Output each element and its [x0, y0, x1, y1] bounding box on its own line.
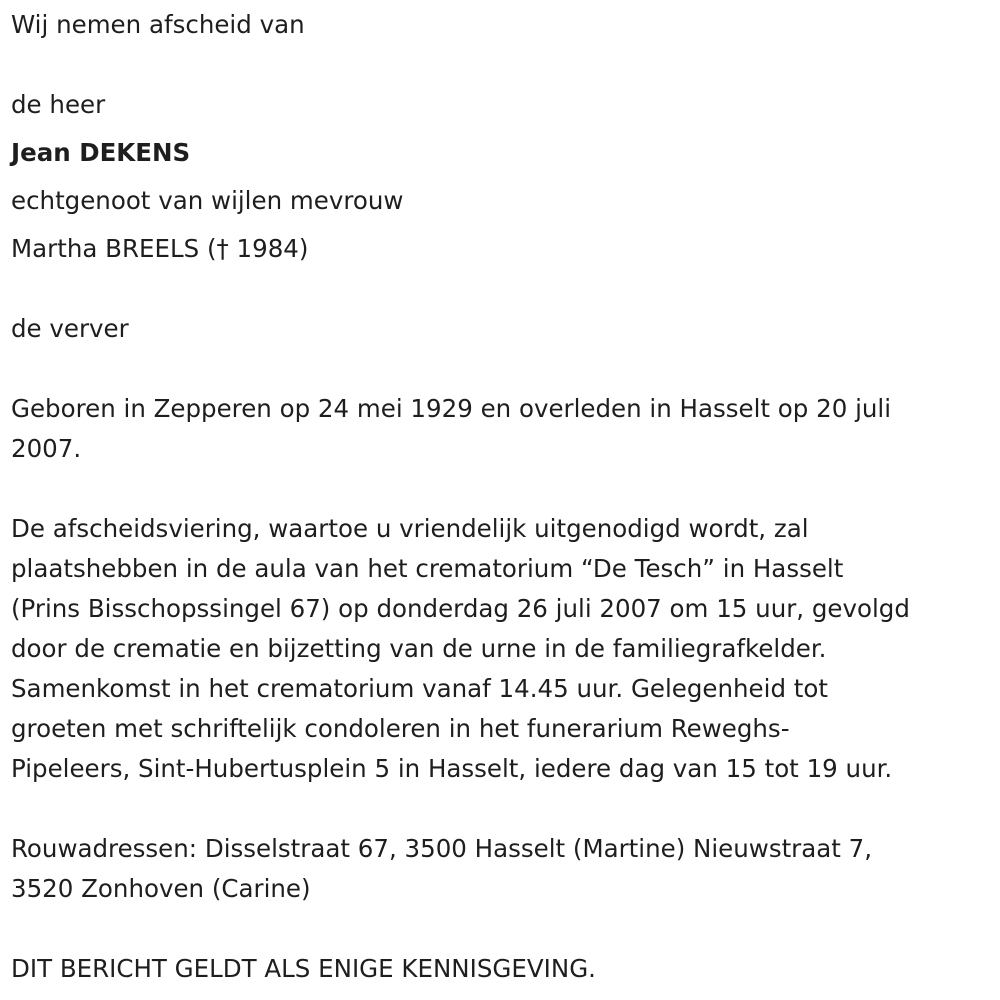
- deceased-name: Jean DEKENS: [11, 138, 191, 167]
- ceremony-line: Pipeleers, Sint-Hubertusplein 5 in Hasselt, iedere dag van 15 tot 19 uur.: [11, 754, 893, 783]
- birth-death-line: 2007.: [11, 434, 82, 463]
- ceremony-line: (Prins Bisschopssingel 67) op donderdag 26 juli 2007 om 15 uur, gevolgd: [11, 594, 910, 623]
- address-line: Rouwadressen: Disselstraat 67, 3500 Hasselt (Martine) Nieuwstraat 7,: [11, 834, 873, 863]
- ceremony-line: De afscheidsviering, waartoe u vriendelijk uitgenodigd wordt, zal: [11, 514, 809, 543]
- ceremony-line: plaatshebben in de aula van het crematorium “De Tesch” in Hasselt: [11, 554, 844, 583]
- addresses-paragraph: [11, 829, 986, 909]
- obituary-notice: [11, 0, 986, 989]
- birth-death-paragraph: [11, 389, 986, 469]
- intro-text: Wij nemen afscheid van: [11, 10, 305, 39]
- spouse-line: echtgenoot van wijlen mevrouw: [11, 186, 404, 215]
- closing-text: DIT BERICHT GELDT ALS ENIGE KENNISGEVING.: [11, 954, 596, 983]
- birth-death-line: Geboren in Zepperen op 24 mei 1929 en overleden in Hasselt op 20 juli: [11, 394, 892, 423]
- occupation-text: de verver: [11, 314, 129, 343]
- ceremony-paragraph: [11, 509, 986, 789]
- title-text: de heer: [11, 90, 106, 119]
- spouse-name: Martha BREELS († 1984): [11, 234, 309, 263]
- ceremony-line: door de crematie en bijzetting van de urne in de familiegrafkelder.: [11, 634, 827, 663]
- ceremony-line: groeten met schriftelijk condoleren in het funerarium Reweghs-: [11, 714, 790, 743]
- ceremony-line: Samenkomst in het crematorium vanaf 14.45 uur. Gelegenheid tot: [11, 674, 828, 703]
- address-line: 3520 Zonhoven (Carine): [11, 874, 311, 903]
